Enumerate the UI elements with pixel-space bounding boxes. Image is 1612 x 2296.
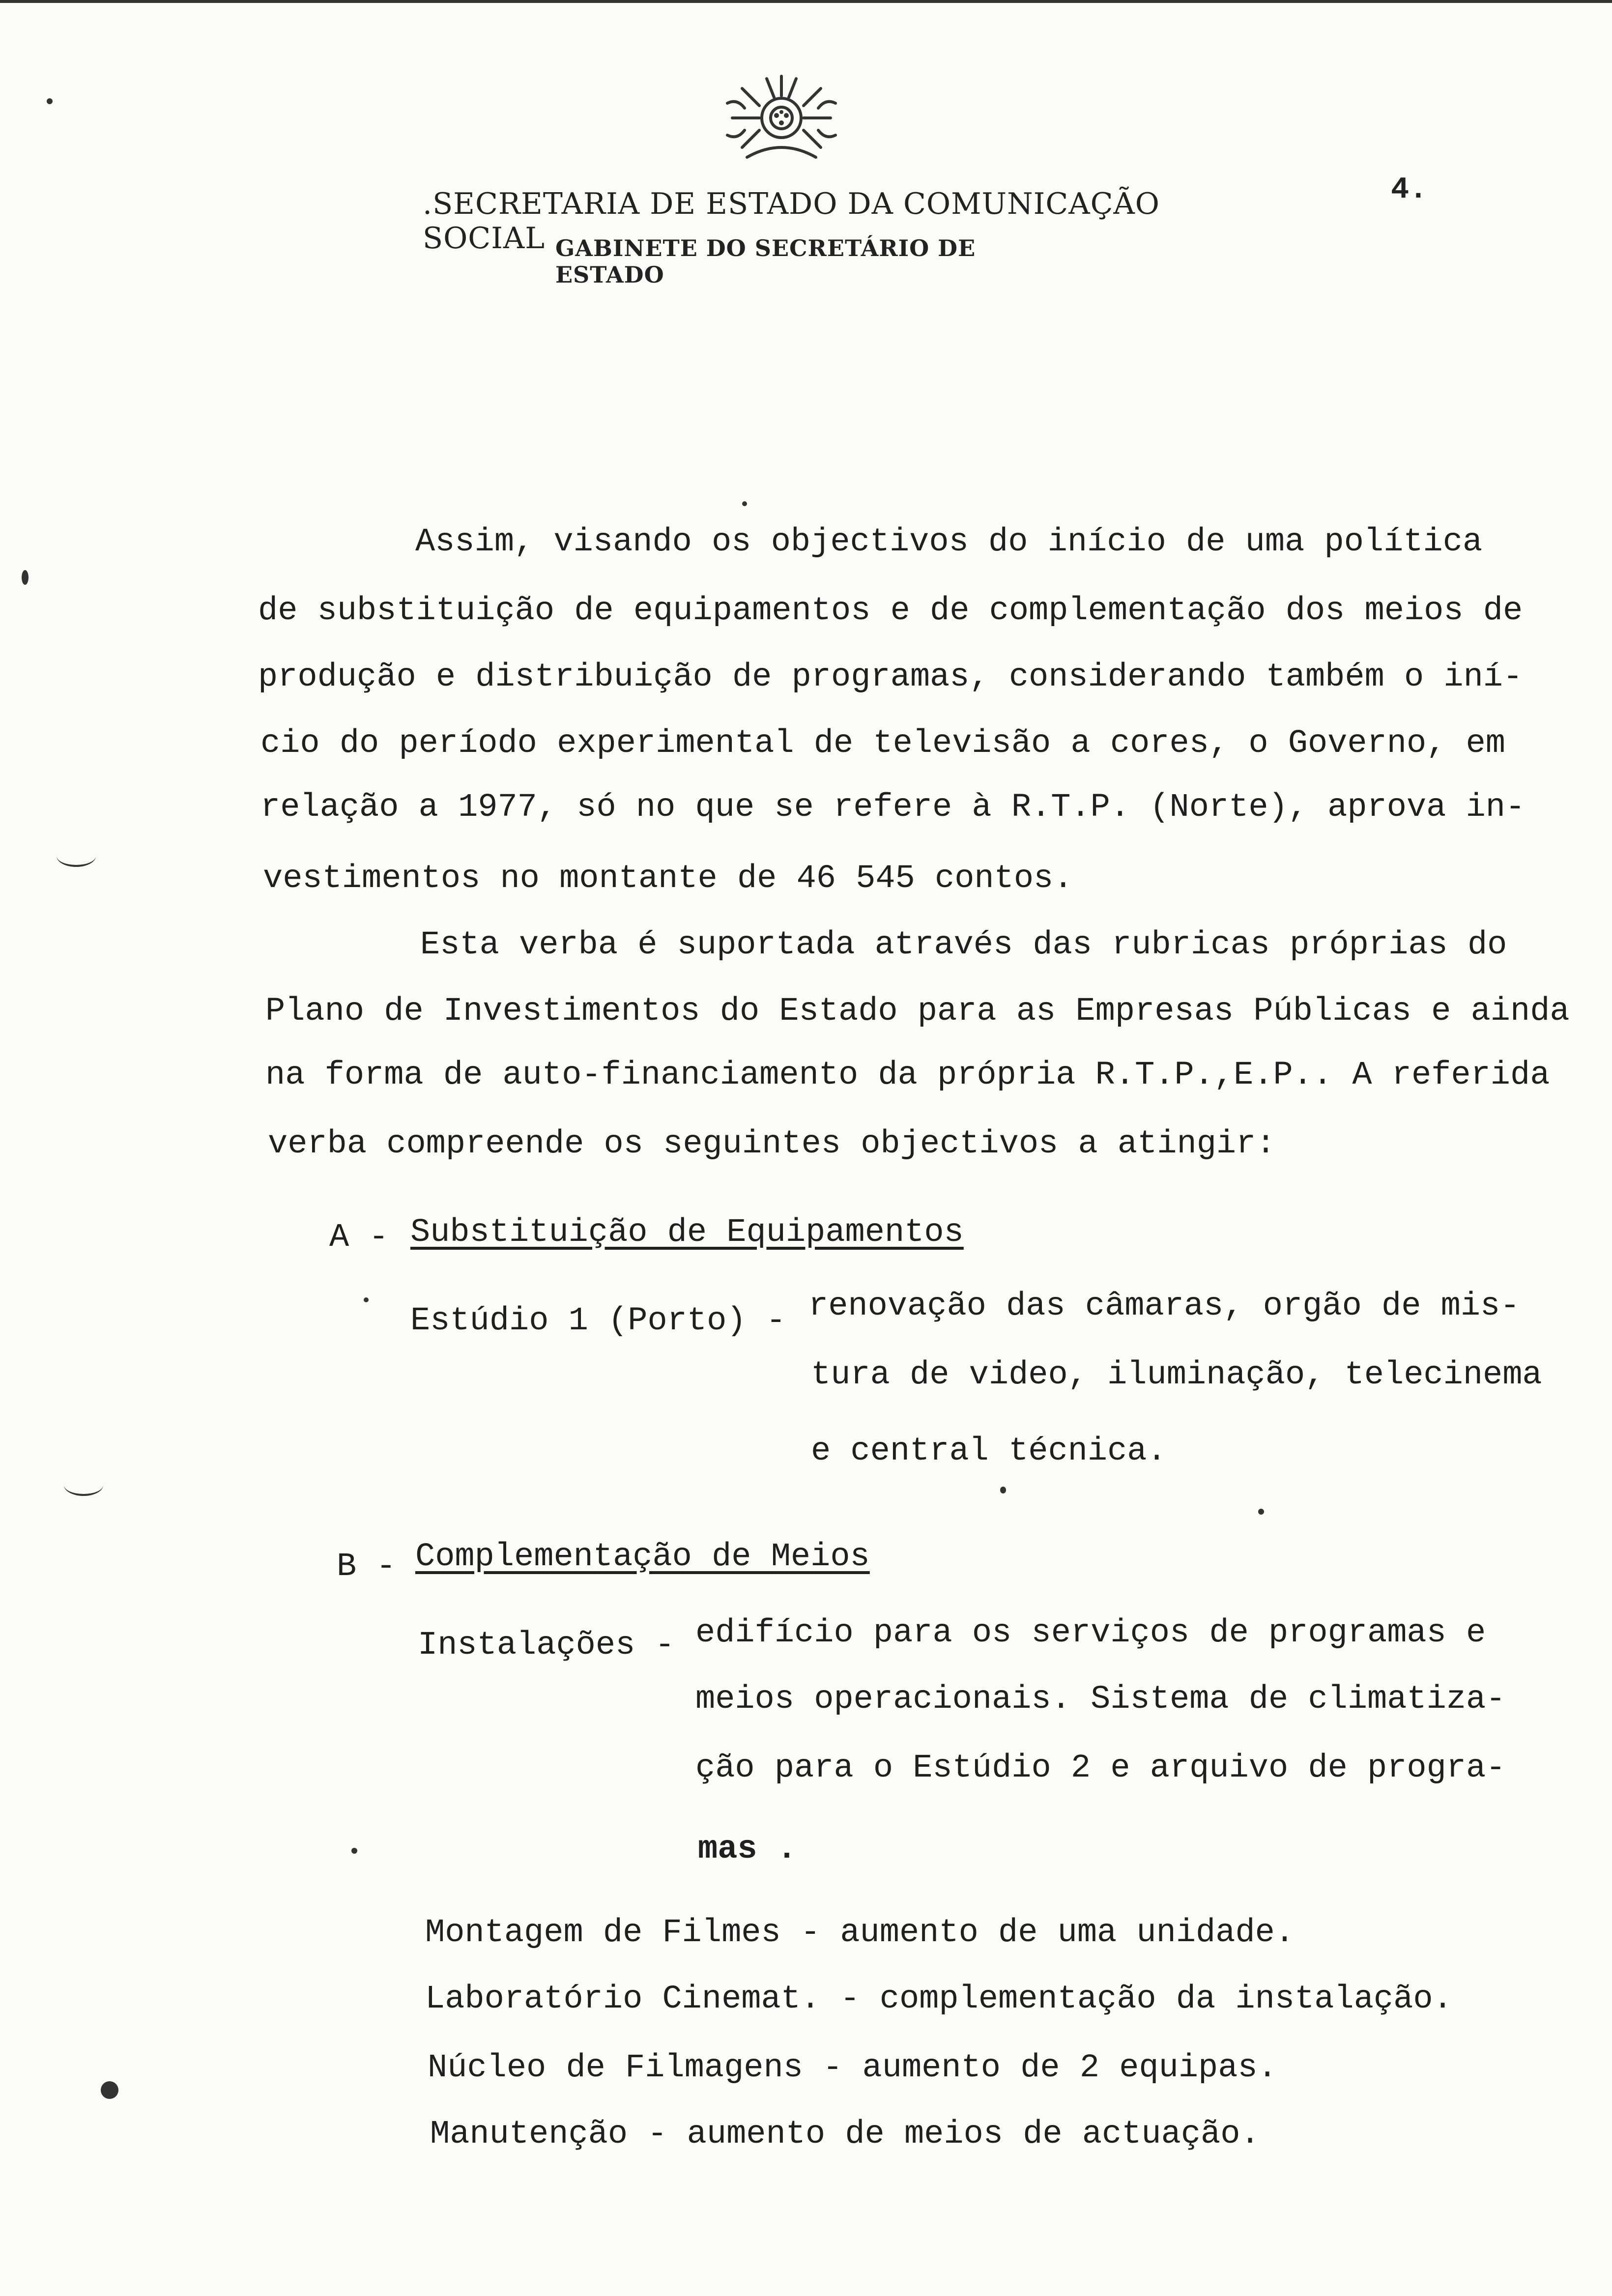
section-a-item-label: Estúdio 1 (Porto) - — [410, 1302, 786, 1340]
section-b-letter: B - — [337, 1548, 396, 1585]
paragraph-1-line: Assim, visando os objectivos do início de uma política — [415, 523, 1483, 561]
paragraph-1-line: cio do período experimental de televisão a cores, o Governo, em — [260, 725, 1506, 762]
office-subtitle: GABINETE DO SECRETÁRIO DE ESTADO — [555, 235, 976, 288]
scan-mark — [101, 2081, 118, 2099]
paragraph-2-line: Esta verba é suportada através das rubricas próprias do — [420, 926, 1507, 964]
scan-mark — [351, 1848, 357, 1854]
paragraph-2-line: Plano de Investimentos do Estado para as Empresas Públicas e ainda — [265, 993, 1570, 1030]
paragraph-1-line: produção e distribuição de programas, considerando também o iní- — [258, 659, 1523, 696]
page-number: 4. — [1391, 172, 1428, 207]
section-b-list-item: Núcleo de Filmagens - aumento de 2 equipas. — [428, 2049, 1277, 2087]
paragraph-2-line: verba compreende os seguintes objectivos a atingir: — [268, 1125, 1276, 1163]
section-b-item-line: meios operacionais. Sistema de climatiza- — [695, 1681, 1506, 1718]
punch-hole-arc — [64, 1474, 103, 1496]
section-b-item-line: edifício para os serviços de programas e — [695, 1614, 1486, 1652]
section-b-list-item: Montagem de Filmes - aumento de uma unidade. — [425, 1914, 1295, 1952]
scan-mark — [47, 98, 53, 104]
section-a-item-line: renovação das câmaras, orgão de mis- — [808, 1288, 1520, 1325]
section-b-list-item: Manutenção - aumento de meios de actuação. — [430, 2116, 1260, 2153]
office-title: .SECRETARIA DE ESTADO DA COMUNICAÇÃO SOCIAL — [423, 187, 1160, 256]
scan-mark — [742, 501, 747, 506]
paragraph-1-line: vestimentos no montante de 46 545 contos. — [263, 860, 1073, 897]
coat-of-arms-emblem — [713, 69, 850, 167]
section-b-item-line: ção para o Estúdio 2 e arquivo de progra- — [695, 1750, 1506, 1787]
paragraph-2-line: na forma de auto-financiamento da própria R.T.P.,E.P.. A referida — [265, 1057, 1550, 1094]
scan-mark — [22, 570, 29, 585]
paragraph-1-line: relação a 1977, só no que se refere à R.T.P. (Norte), aprova in- — [260, 789, 1526, 826]
top-border — [0, 0, 1612, 3]
section-a-item-line: e central técnica. — [811, 1433, 1167, 1470]
section-a-item-line: tura de video, iluminação, telecinema — [811, 1356, 1542, 1394]
section-b-item-label: Instalações - — [418, 1627, 675, 1664]
paragraph-1-line: de substituição de equipamentos e de complementação dos meios de — [258, 592, 1523, 630]
section-b-item-line: mas . — [698, 1831, 797, 1868]
scan-mark — [364, 1297, 369, 1302]
section-a-letter: A - — [329, 1219, 389, 1256]
scan-mark — [1258, 1509, 1264, 1515]
section-b-heading: Complementação de Meios — [415, 1538, 870, 1576]
section-b-list-item: Laboratório Cinemat. - complementação da instalação. — [425, 1980, 1453, 2018]
section-a-heading: Substituição de Equipamentos — [410, 1214, 964, 1251]
punch-hole-arc — [57, 845, 96, 867]
scan-mark — [1000, 1487, 1006, 1493]
